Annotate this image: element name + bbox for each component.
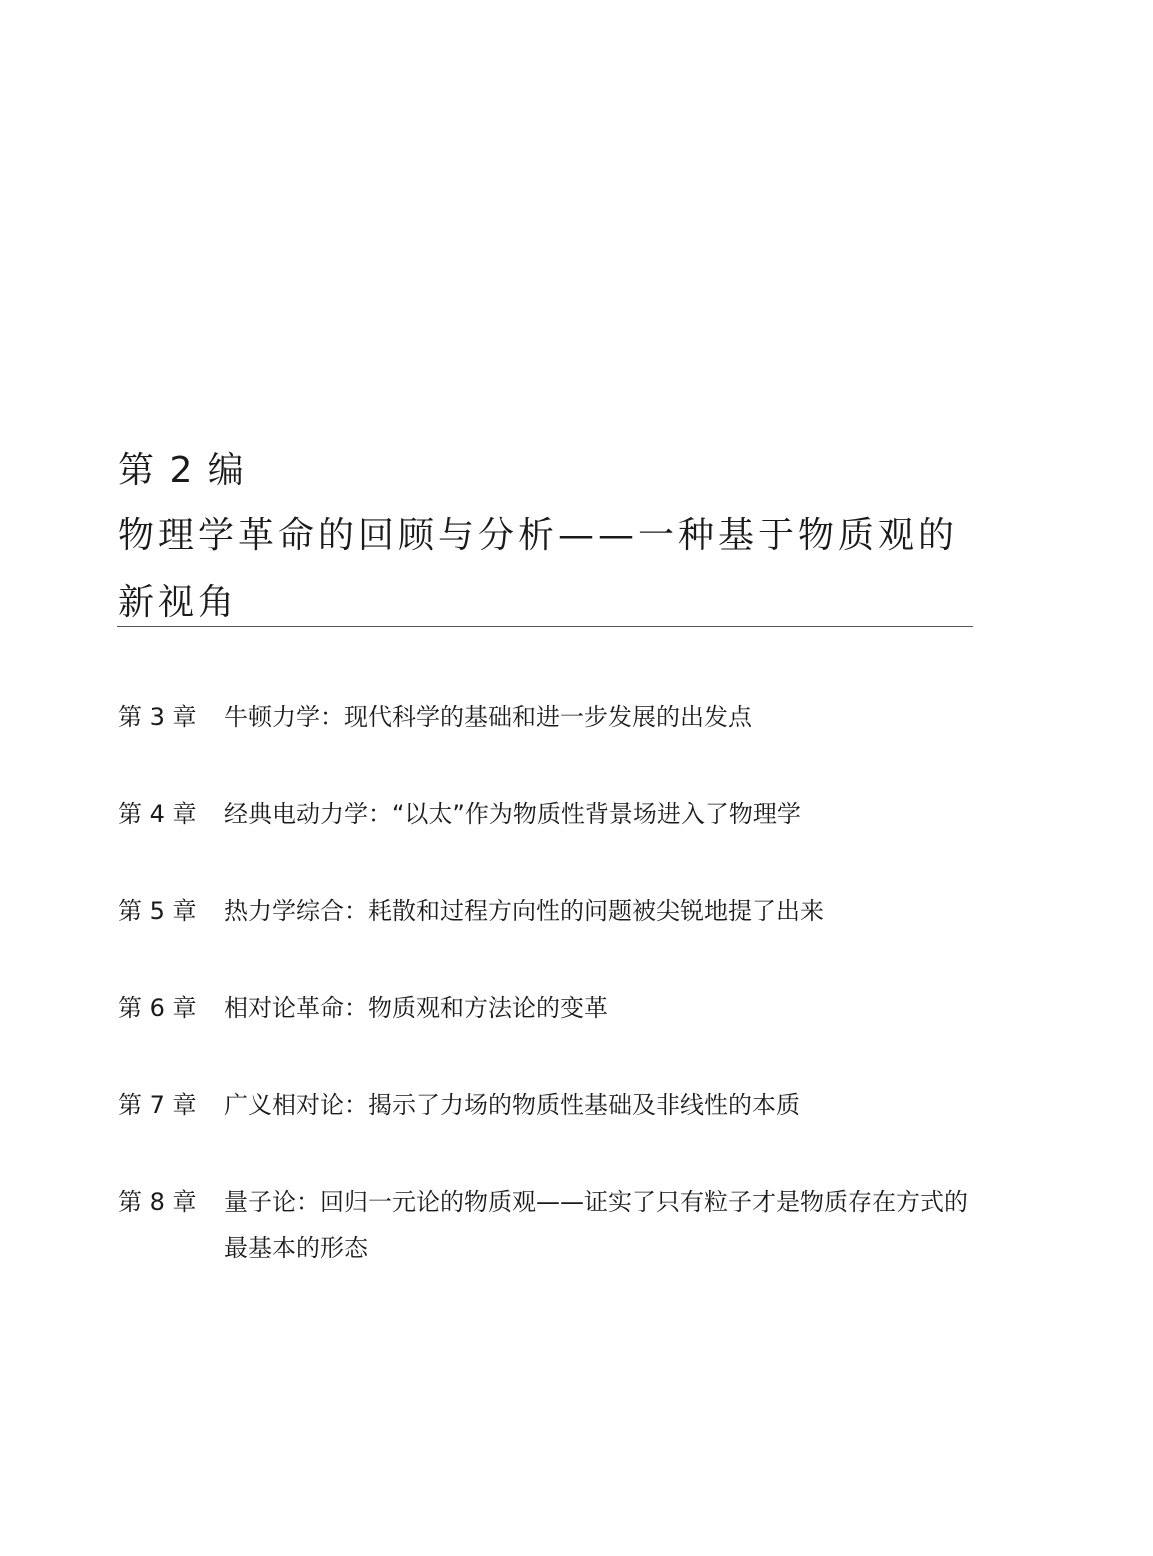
chapter-list — [118, 694, 978, 1322]
chapter-title: 热力学综合：耗散和过程方向性的问题被尖锐地提了出来 — [224, 897, 824, 925]
part-title: 物理学革命的回顾与分析——一种基于物质观的新视角 — [118, 515, 959, 623]
chapter-title: 经典电动力学：“以太”作为物质性背景场进入了物理学 — [224, 800, 801, 828]
chapter-label: 第 3 章 — [118, 703, 197, 731]
chapter-entry — [118, 694, 978, 740]
chapter-entry — [118, 1179, 978, 1271]
title-divider — [117, 626, 973, 627]
part-header — [118, 446, 973, 636]
chapter-title: 量子论：回归一元论的物质观——证实了只有粒子才是物质存在方式的最基本的形态 — [224, 1188, 968, 1262]
chapter-entry — [118, 1082, 978, 1128]
chapter-label: 第 8 章 — [118, 1188, 197, 1216]
chapter-entry — [118, 791, 978, 837]
chapter-label: 第 7 章 — [118, 1091, 197, 1119]
chapter-title: 广义相对论：揭示了力场的物质性基础及非线性的本质 — [224, 1091, 800, 1119]
chapter-label: 第 4 章 — [118, 800, 197, 828]
part-number: 第 2 编 — [118, 450, 246, 491]
chapter-entry — [118, 888, 978, 934]
chapter-label: 第 6 章 — [118, 994, 197, 1022]
chapter-title: 牛顿力学：现代科学的基础和进一步发展的出发点 — [224, 703, 752, 731]
chapter-label: 第 5 章 — [118, 897, 197, 925]
chapter-entry — [118, 985, 978, 1031]
chapter-title: 相对论革命：物质观和方法论的变革 — [224, 994, 608, 1022]
